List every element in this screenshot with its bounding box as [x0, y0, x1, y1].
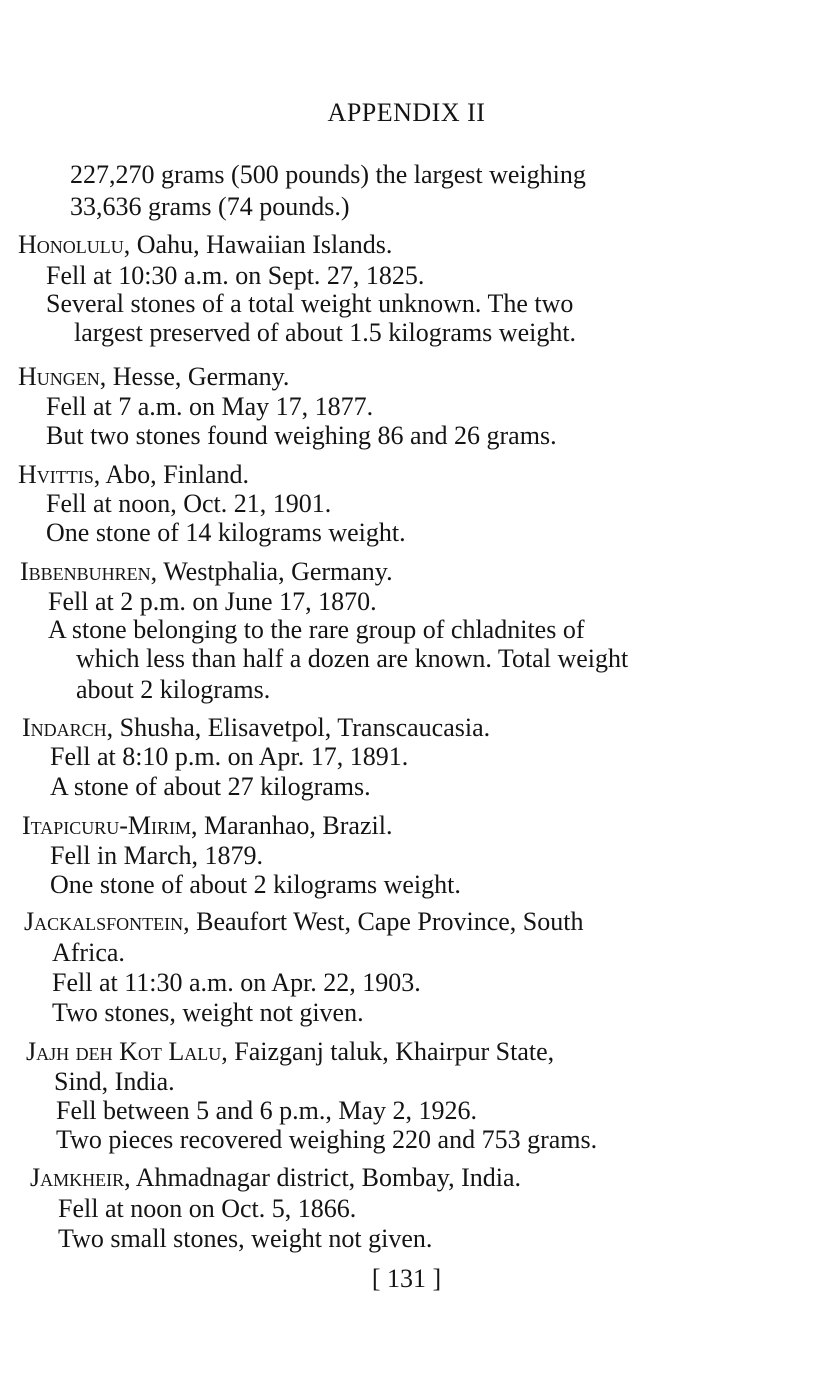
entry-heading	[26, 1037, 554, 1067]
entry-fall-date: Fell at 11:30 a.m. on Apr. 22, 1903.	[52, 968, 421, 997]
entry-heading	[20, 557, 393, 587]
entry-description: A stone belonging to the rare group of chladnites of	[48, 615, 585, 644]
meteorite-name: Hungen	[18, 362, 100, 391]
entry-location: , Beaufort West, Cape Province, South	[183, 907, 584, 936]
entry-description: But two stones found weighing 86 and 26 grams.	[46, 421, 557, 450]
entry-fall-date: Fell at 7 a.m. on May 17, 1877.	[46, 392, 374, 421]
entry-heading	[18, 362, 289, 392]
entry-location: , Ahmadnagar district, Bombay, India.	[124, 1163, 522, 1192]
entry-description: One stone of 14 kilograms weight.	[46, 518, 406, 547]
meteorite-name: Honolulu	[18, 230, 124, 259]
entry-location: , Abo, Finland.	[93, 460, 250, 489]
entry-fall-date: Fell at 8:10 p.m. on Apr. 17, 1891.	[50, 742, 409, 771]
entry-description: Two stones, weight not given.	[52, 998, 364, 1027]
entry-location: , Shusha, Elisavetpol, Transcaucasia.	[106, 713, 491, 742]
meteorite-name: Hvittis	[18, 460, 94, 489]
meteorite-name: Jajh deh Kot Lalu	[26, 1037, 222, 1066]
page-number: [ 131 ]	[371, 1264, 442, 1293]
entry-description: A stone of about 27 kilograms.	[50, 772, 371, 801]
entry-description: One stone of about 2 kilograms weight.	[50, 870, 461, 899]
entry-location: , Maranhao, Brazil.	[191, 811, 393, 840]
entry-description: Several stones of a total weight unknown. The two	[46, 289, 574, 318]
entry-fall-date: Fell at 2 p.m. on June 17, 1870.	[48, 587, 377, 616]
entry-heading	[22, 811, 392, 841]
entry-fall-date: Fell at noon on Oct. 5, 1866.	[58, 1194, 357, 1223]
entry-location: , Westphalia, Germany.	[150, 557, 393, 586]
entry-description: Two pieces recovered weighing 220 and 753 grams.	[56, 1125, 598, 1154]
entry-location: , Oahu, Hawaiian Islands.	[123, 230, 393, 259]
continuation-line: 33,636 grams (74 pounds.)	[70, 192, 350, 221]
page-header: APPENDIX II	[327, 98, 486, 127]
meteorite-name: Indarch	[22, 713, 107, 742]
entry-location-continued: Sind, India.	[54, 1067, 175, 1096]
meteorite-name: Itapicuru-Mirim	[22, 811, 192, 840]
entry-heading	[18, 230, 392, 260]
entry-description: which less than half a dozen are known. Total weight	[76, 644, 629, 673]
entry-fall-date: Fell in March, 1879.	[50, 841, 264, 870]
meteorite-name: Jamkheir	[30, 1163, 125, 1192]
entry-location: , Hesse, Germany.	[99, 362, 290, 391]
entry-fall-date: Fell at noon, Oct. 21, 1901.	[46, 489, 332, 518]
entry-description: largest preserved of about 1.5 kilograms weight.	[74, 318, 577, 347]
entry-heading	[22, 713, 490, 743]
entry-location: , Faizganj taluk, Khairpur State,	[221, 1037, 555, 1066]
meteorite-name: Ibbenbuhren	[20, 557, 151, 586]
entry-description: about 2 kilograms.	[76, 675, 271, 704]
entry-fall-date: Fell at 10:30 a.m. on Sept. 27, 1825.	[46, 261, 425, 290]
continuation-line: 227,270 grams (500 pounds) the largest weighing	[70, 160, 586, 189]
entry-fall-date: Fell between 5 and 6 p.m., May 2, 1926.	[56, 1096, 477, 1125]
entry-location-continued: Africa.	[52, 938, 125, 967]
entry-heading	[30, 1163, 521, 1193]
entry-description: Two small stones, weight not given.	[58, 1224, 433, 1253]
entry-heading	[24, 907, 583, 937]
entry-heading	[18, 460, 249, 490]
meteorite-name: Jackalsfontein	[24, 907, 184, 936]
